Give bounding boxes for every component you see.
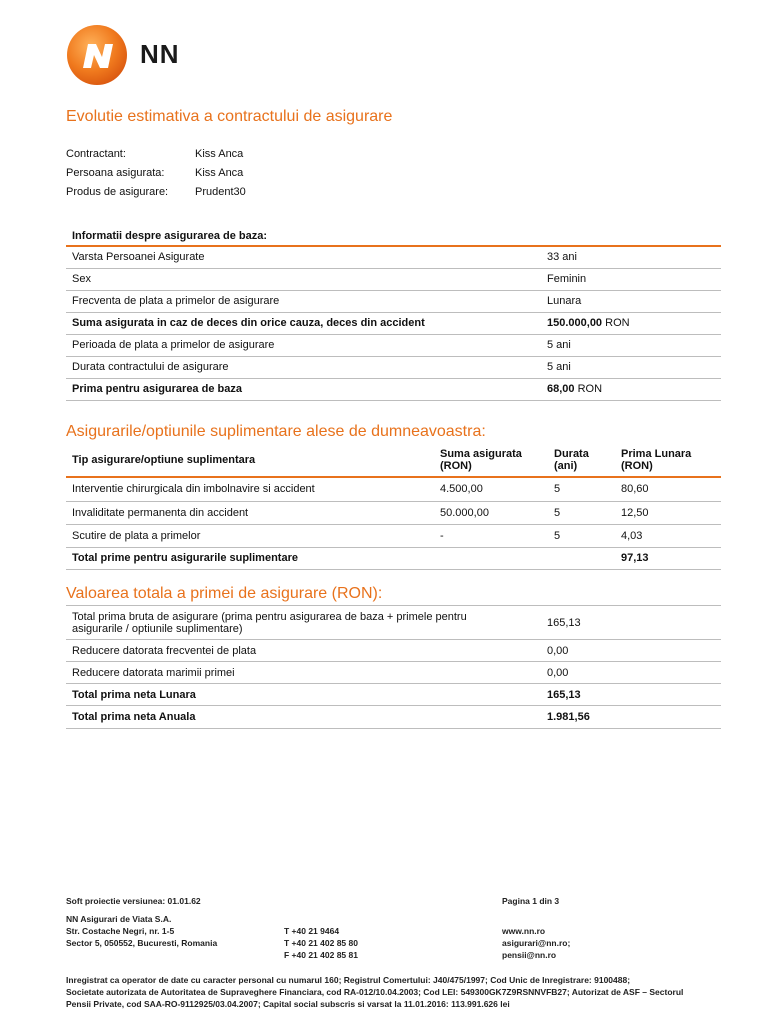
supp-total-label: Total prime pentru asigurarile suplimentare: [66, 547, 615, 569]
base-label: Frecventa de plata a primelor de asigurare: [66, 290, 541, 312]
base-label: Suma asigurata in caz de deces din orice cauza, deces din accident: [66, 312, 541, 334]
supp-premium: 12,50: [615, 501, 721, 524]
footer-legal: [66, 974, 716, 1010]
totals-value: 1.981,56: [541, 706, 721, 729]
supplementary-section-title: Asigurarile/optiunile suplimentare alese de dumneavoastra:: [66, 423, 486, 440]
footer-legal-line1: Inregistrat ca operator de date cu caracter personal cu numarul 160; Registrul Comertului: J40/475/1997; Cod Unic de Inregistrare: 9100488;: [66, 975, 631, 985]
supp-header-type: Tip asigurare/optiune suplimentara: [66, 444, 434, 477]
footer-fax: F +40 21 402 85 81: [284, 950, 358, 960]
base-label: Sex: [66, 268, 541, 290]
supp-sum: -: [434, 524, 548, 547]
footer-legal-line2: Societate autorizata de Autoritatea de Supraveghere Financiara, cod RA-012/10.04.2003; Cod LEI: 549300GK7Z9RSNNVFB27; Autorizat de ASF – Sectorul: [66, 987, 684, 997]
meta-value: Kiss Anca: [195, 148, 244, 160]
footer-phones: [284, 925, 358, 961]
footer-page-number: Pagina 1 din 3: [502, 896, 560, 906]
supp-premium: 4,03: [615, 524, 721, 547]
meta-row: [66, 183, 246, 202]
supp-header-prem-line1: Prima Lunara: [621, 448, 692, 460]
supp-type: Interventie chirurgicala din imbolnavire si accident: [66, 477, 434, 501]
totals-label-line1: Total prima bruta de asigurare (prima pentru asigurarea de baza + primele pentru: [72, 610, 467, 623]
supp-header-sum: [434, 444, 548, 477]
supp-duration: 5: [548, 501, 615, 524]
meta-label: Contractant:: [66, 148, 126, 160]
footer-phone2: T +40 21 402 85 80: [284, 938, 358, 948]
meta-value: Kiss Anca: [195, 167, 244, 179]
supp-duration: 5: [548, 477, 615, 501]
totals-value: 0,00: [541, 640, 721, 662]
base-value: 150.000,00: [547, 317, 603, 329]
supp-total-value: 97,13: [615, 547, 721, 569]
footer-phone: T +40 21 9464: [284, 926, 340, 936]
totals-label: Reducere datorata marimii primei: [66, 662, 541, 684]
footer-email-link[interactable]: asigurari@nn.ro;: [502, 938, 571, 948]
supp-header-premium: [615, 444, 721, 477]
supp-header-dur-line1: Durata: [554, 448, 589, 460]
brand-name: NN: [140, 39, 180, 69]
footer-company: NN Asigurari de Viata S.A.: [66, 914, 172, 924]
base-value: Feminin: [541, 268, 721, 290]
footer-contact: [502, 925, 570, 961]
totals-label: [66, 606, 541, 640]
totals-label-line2: asigurarile / optiunile suplimentare): [72, 622, 243, 635]
supp-header-sum-line1: Suma asigurata: [440, 448, 522, 460]
totals-value: 0,00: [541, 662, 721, 684]
supp-header-duration: [548, 444, 615, 477]
base-value: 33 ani: [541, 246, 721, 268]
base-insurance-table: [66, 226, 721, 401]
supp-header-prem-line2: (RON): [621, 460, 653, 472]
footer-legal-line3: Pensii Private, cod SAA-RO-9112925/03.04.2007; Capital social subscris si varsat la 11.01.2016: 113.991.626 lei: [66, 999, 510, 1009]
footer-city: Sector 5, 050552, Bucuresti, Romania: [66, 938, 218, 948]
footer-web-link[interactable]: www.nn.ro: [502, 926, 546, 936]
totals-section-title: Valoarea totala a primei de asigurare (RON):: [66, 585, 383, 602]
supp-sum: 50.000,00: [434, 501, 548, 524]
base-label: Durata contractului de asigurare: [66, 356, 541, 378]
base-label: Perioada de plata a primelor de asigurare: [66, 334, 541, 356]
nn-logo: [66, 24, 186, 86]
base-value-cell: [541, 378, 721, 400]
footer-email2-link[interactable]: pensii@nn.ro: [502, 950, 557, 960]
supp-type: Invaliditate permanenta din accident: [66, 501, 434, 524]
supp-type: Scutire de plata a primelor: [66, 524, 434, 547]
base-unit: RON: [577, 383, 603, 395]
totals-value: 165,13: [541, 684, 721, 706]
totals-table: [66, 605, 721, 729]
base-unit: RON: [605, 317, 630, 329]
base-value-cell: [541, 312, 721, 334]
base-value: 5 ani: [541, 356, 721, 378]
totals-label: Reducere datorata frecventei de plata: [66, 640, 541, 662]
supp-sum: 4.500,00: [434, 477, 548, 501]
base-value: 5 ani: [541, 334, 721, 356]
supplementary-table: [66, 444, 721, 570]
base-label: Varsta Persoanei Asigurate: [66, 246, 541, 268]
page-title: Evolutie estimativa a contractului de asigurare: [66, 108, 393, 125]
footer-version: Soft proiectie versiunea: 01.01.62: [66, 896, 201, 906]
supp-premium: 80,60: [615, 477, 721, 501]
contract-meta: [66, 145, 246, 202]
meta-label: Produs de asigurare:: [66, 186, 169, 198]
meta-value: Prudent30: [195, 186, 246, 198]
supp-duration: 5: [548, 524, 615, 547]
footer-address: [66, 913, 217, 949]
base-label: Prima pentru asigurarea de baza: [66, 378, 541, 400]
supp-header-dur-line2: (ani): [554, 460, 578, 472]
base-value: Lunara: [541, 290, 721, 312]
supp-header-sum-line2: (RON): [440, 460, 472, 472]
totals-label: Total prima neta Lunara: [66, 684, 541, 706]
base-table-header: Informatii despre asigurarea de baza:: [66, 226, 721, 246]
base-value: 68,00: [547, 383, 575, 395]
footer-street: Str. Costache Negri, nr. 1-5: [66, 926, 175, 936]
nn-lion-icon: [66, 24, 130, 88]
totals-label: Total prima neta Anuala: [66, 706, 541, 729]
meta-label: Persoana asigurata:: [66, 167, 165, 179]
meta-row: [66, 164, 246, 183]
meta-row: [66, 145, 246, 164]
totals-value: 165,13: [541, 606, 721, 640]
